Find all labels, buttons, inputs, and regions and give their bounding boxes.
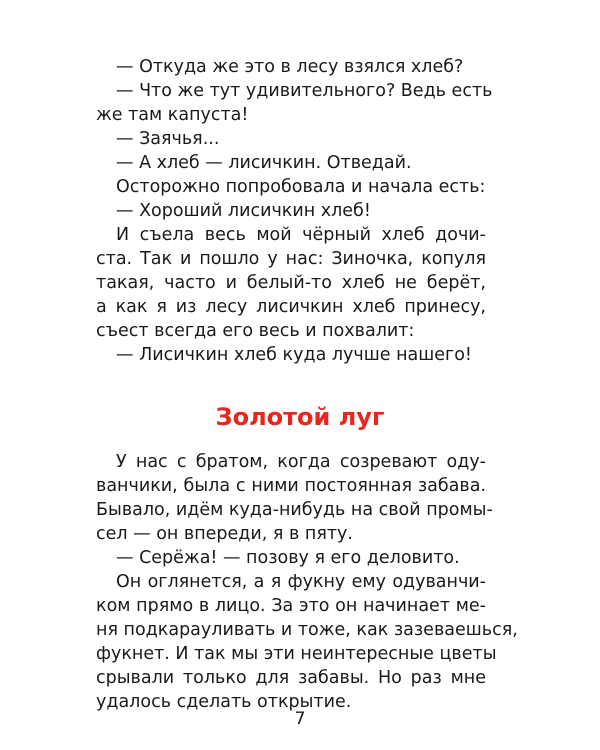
text-line: удалось сделать открытие.	[96, 692, 352, 712]
text-line: такая, часто и белый-то хлеб не берёт,	[96, 273, 486, 293]
text-line: же там капуста!	[96, 105, 249, 125]
text-line: ня подкарауливать и тоже, как зазеваешься,	[96, 620, 518, 640]
text-line: — Хороший лисичкин хлеб!	[116, 201, 371, 221]
text-line: Бывало, идём куда-нибудь на свой промы-	[96, 500, 493, 520]
text-line: ванчики, была с ними постоянная забава.	[96, 476, 486, 496]
page-number: 7	[294, 709, 306, 729]
text-line: Осторожно попробовала и начала есть:	[116, 177, 486, 197]
text-line: Он оглянется, а я фукну ему одуванчи-	[116, 572, 486, 592]
text-line: — А хлеб — лисичкин. Отведай.	[116, 153, 412, 173]
text-line: фукнет. И так мы эти неинтересные цветы	[96, 644, 497, 664]
text-line: — Серёжа! — позову я его деловито.	[116, 548, 460, 568]
text-line: — Заячья...	[116, 129, 220, 149]
text-line: ком прямо в лицо. За это он начинает ме-	[96, 596, 486, 616]
text-line: сел — он впереди, я в пяту.	[96, 524, 353, 544]
text-line: а как я из лесу лисичкин хлеб принесу,	[96, 297, 486, 317]
text-line: — Откуда же это в лесу взялся хлеб?	[116, 57, 464, 77]
text-line: срывали только для забавы. Но раз мне	[96, 668, 486, 688]
text-line: ста. Так и пошло у нас: Зиночка, копуля	[96, 249, 486, 269]
text-line: И съела весь мой чёрный хлеб дочи-	[116, 225, 486, 245]
text-line: — Что же тут удивительного? Ведь есть	[116, 81, 493, 101]
text-line: — Лисичкин хлеб куда лучше нашего!	[116, 345, 472, 365]
text-line: съест всегда его весь и похвалит:	[96, 321, 415, 341]
text-line: У нас с братом, когда созревают оду-	[116, 452, 486, 472]
story-title: Золотой луг	[215, 403, 385, 431]
